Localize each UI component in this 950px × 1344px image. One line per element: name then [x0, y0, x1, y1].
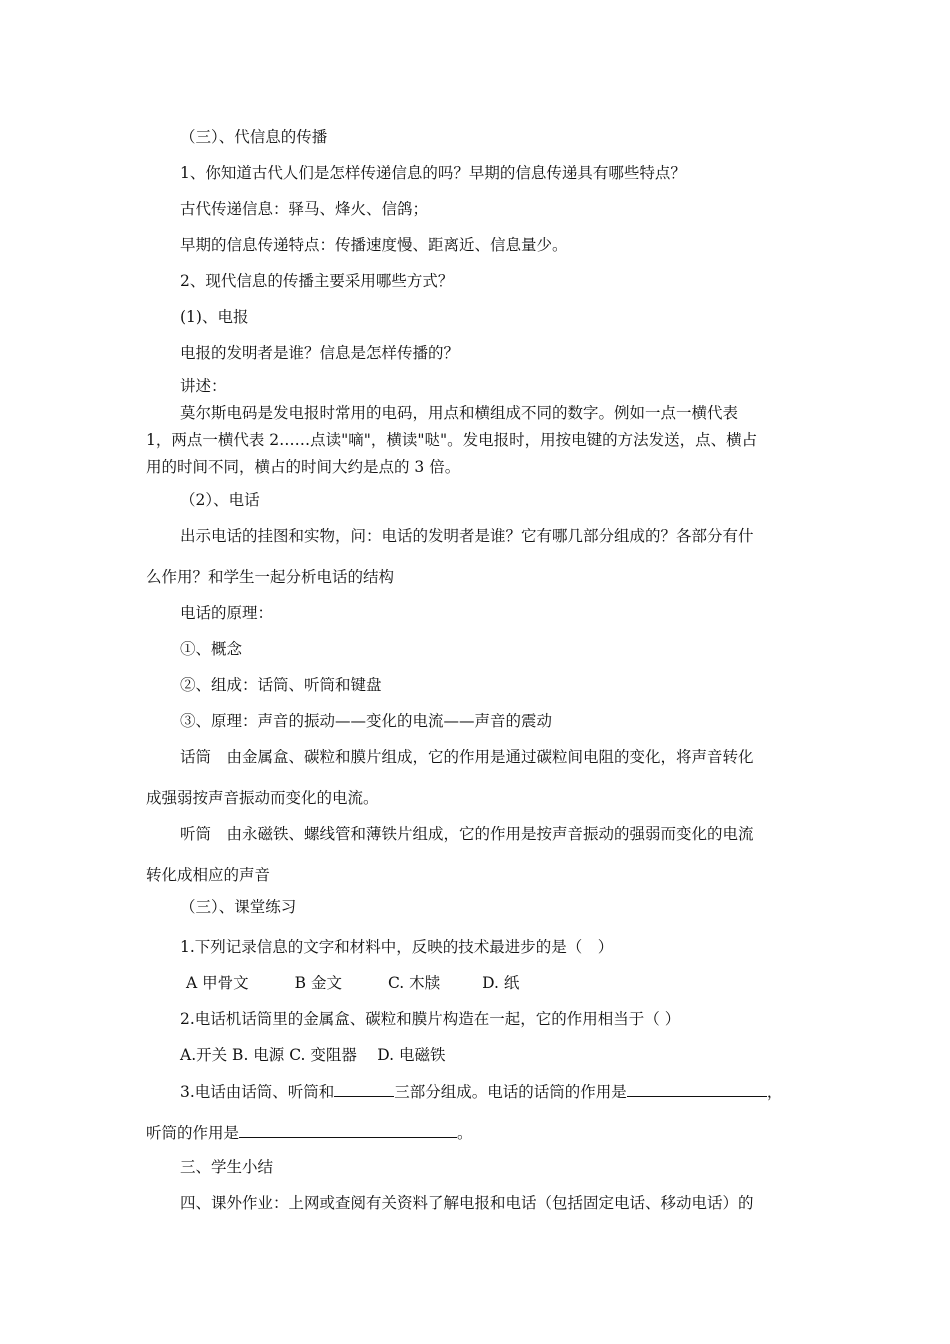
- practice-question-2: 2.电话机话筒里的金属盒、碳粒和膜片构造在一起，它的作用相当于（ ）: [180, 1010, 681, 1028]
- morse-paragraph-line-2: 1，两点一横代表 2……点读"嘀"，横读"哒"。发电报时，用按电键的方法发送，点、横占: [146, 431, 758, 449]
- ancient-transmission: 古代传递信息：驿马、烽火、信鸽；: [180, 200, 429, 218]
- telephone-title: （2）、电话: [180, 491, 260, 509]
- telephone-intro-line-2: 么作用？和学生一起分析电话的结构: [146, 568, 395, 586]
- section-heading: （三）、代信息的传播: [180, 128, 328, 146]
- q1-option-c: C. 木牍: [387, 974, 441, 992]
- telephone-intro-line-1: 出示电话的挂图和实物，问：电话的发明者是谁？它有哪几部分组成的？各部分有什: [180, 527, 754, 545]
- q2-options: A.开关 B. 电源 C. 变阻器 D. 电磁铁: [180, 1046, 446, 1064]
- blank-1: [334, 1081, 394, 1097]
- student-summary: 三、学生小结: [180, 1158, 274, 1176]
- question-1: 1、你知道古代人们是怎样传递信息的吗？早期的信息传递具有哪些特点？: [180, 164, 686, 182]
- principle-item-2: ②、组成：话筒、听筒和键盘: [180, 676, 382, 694]
- homework: 四、课外作业：上网或查阅有关资料了解电报和电话（包括固定电话、移动电话）的: [180, 1194, 754, 1212]
- question-2: 2、现代信息的传播主要采用哪些方式？: [180, 272, 454, 290]
- practice-title: （三）、课堂练习: [180, 898, 297, 916]
- telegraph-title: (1)、电报: [180, 308, 249, 326]
- early-characteristics: 早期的信息传递特点：传播速度慢、距离近、信息量少。: [180, 236, 568, 254]
- receiver-line-1: 听筒 由永磁铁、螺线管和薄铁片组成，它的作用是按声音振动的强弱而变化的电流: [180, 825, 754, 843]
- q1-option-b: B 金文: [294, 974, 342, 992]
- principle-title: 电话的原理：: [180, 604, 274, 622]
- telegraph-question: 电报的发明者是谁？信息是怎样传播的？: [180, 344, 460, 362]
- blank-3: [239, 1122, 457, 1138]
- practice-question-3: 3.电话由话筒、听筒和 三部分组成。电话的话筒的作用是 ，: [180, 1083, 783, 1101]
- receiver-line-2: 转化成相应的声音: [146, 866, 271, 884]
- principle-item-3: ③、原理：声音的振动——变化的电流——声音的震动: [180, 712, 553, 730]
- q1-option-a: A 甲骨文: [186, 974, 249, 992]
- morse-paragraph-line-3: 用的时间不同，横占的时间大约是点的 3 倍。: [146, 458, 461, 476]
- microphone-line-2: 成强弱按声音振动而变化的电流。: [146, 789, 379, 807]
- principle-item-1: ①、概念: [180, 640, 243, 658]
- microphone-line-1: 话筒 由金属盒、碳粒和膜片组成，它的作用是通过碳粒间电阻的变化，将声音转化: [180, 748, 754, 766]
- morse-paragraph-line-1: 莫尔斯电码是发电报时常用的电码，用点和横组成不同的数字。例如一点一横代表: [180, 404, 739, 422]
- lecture-label: 讲述：: [180, 377, 227, 395]
- q1-option-d: D. 纸: [482, 974, 520, 992]
- practice-question-1: 1.下列记录信息的文字和材料中，反映的技术最进步的是（ ）: [180, 938, 614, 956]
- practice-question-3-line-2: 听筒的作用是 。: [146, 1124, 473, 1142]
- blank-2: [627, 1081, 767, 1097]
- q1-options: [186, 973, 519, 993]
